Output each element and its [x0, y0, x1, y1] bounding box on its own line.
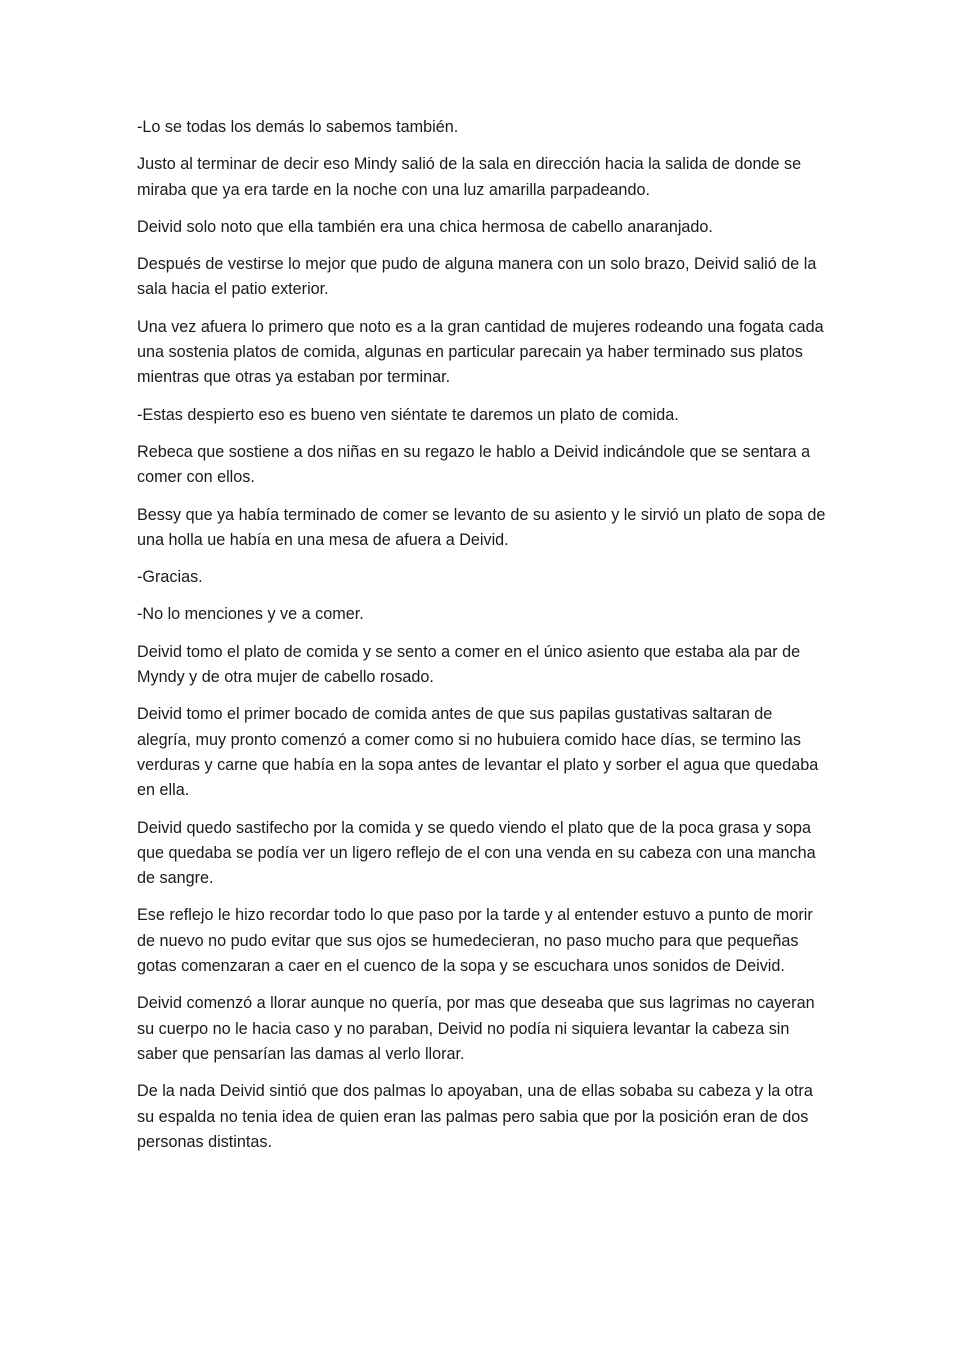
paragraph: Deivid tomo el primer bocado de comida antes de que sus papilas gustativas saltaran de alegría, muy pronto comenzó a comer como si no hubuiera comido hace días, se termino las verduras y carne que había en la sopa antes de levantar el plato y sorber el agua que quedaba en ella. — [137, 705, 819, 800]
document-body — [137, 115, 827, 1167]
paragraph: Deivid solo noto que ella también era una chica hermosa de cabello anaranjado. — [137, 217, 713, 236]
paragraph: -Lo se todas los demás lo sabemos también. — [137, 118, 459, 136]
paragraph: Deivid quedo sastifecho por la comida y se quedo viendo el plato que de la poca grasa y sopa que quedaba se podía ver un ligero reflejo de el con una venda en su cabeza con una mancha de sangre. — [137, 818, 816, 888]
paragraph: -No lo menciones y ve a comer. — [137, 605, 364, 624]
paragraph: -Estas despierto eso es bueno ven siéntate te daremos un plato de comida. — [137, 405, 679, 424]
paragraph: Una vez afuera lo primero que noto es a la gran cantidad de mujeres rodeando una fogata cada una sostenia platos de comida, algunas en particular parecain ya haber terminado sus platos mientras que otras ya estaban por terminar. — [137, 317, 824, 387]
paragraph: Justo al terminar de decir eso Mindy salió de la sala en dirección hacia la salida de donde se miraba que ya era tarde en la noche con una luz amarilla parpadeando. — [137, 155, 802, 199]
paragraph: Después de vestirse lo mejor que pudo de alguna manera con un solo brazo, Deivid salió de la sala hacia el patio exterior. — [137, 255, 817, 299]
paragraph: Deivid tomo el plato de comida y se sento a comer en el único asiento que estaba ala par de Myndy y de otra mujer de cabello rosado. — [137, 642, 801, 687]
paragraph: Rebeca que sostiene a dos niñas en su regazo le hablo a Deivid indicándole que se sentara a comer con ellos. — [137, 442, 811, 487]
paragraph: -Gracias. — [137, 568, 203, 587]
paragraph: De la nada Deivid sintió que dos palmas lo apoyaban, una de ellas sobaba su cabeza y la otra su espalda no tenia idea de quien eran las palmas pero sabia que por la posición eran de dos personas distintas. — [137, 1082, 813, 1151]
paragraph: Ese reflejo le hizo recordar todo lo que paso por la tarde y al entender estuvo a punto de morir de nuevo no pudo evitar que sus ojos se humedecieran, no paso mucho para que pequeñas gotas comenzaran a caer en el cuenco de la sopa y se escuchara unos sonidos de Deivid. — [137, 906, 813, 976]
paragraph: Deivid comenzó a llorar aunque no quería, por mas que deseaba que sus lagrimas no cayeran su cuerpo no le hacia caso y no paraban, Deivid no podía ni siquiera levantar la cabeza sin saber que pensarían las damas al verlo llorar. — [137, 994, 815, 1063]
paragraph: Bessy que ya había terminado de comer se levanto de su asiento y le sirvió un plato de sopa de una holla ue había en una mesa de afuera a Deivid. — [137, 505, 826, 549]
